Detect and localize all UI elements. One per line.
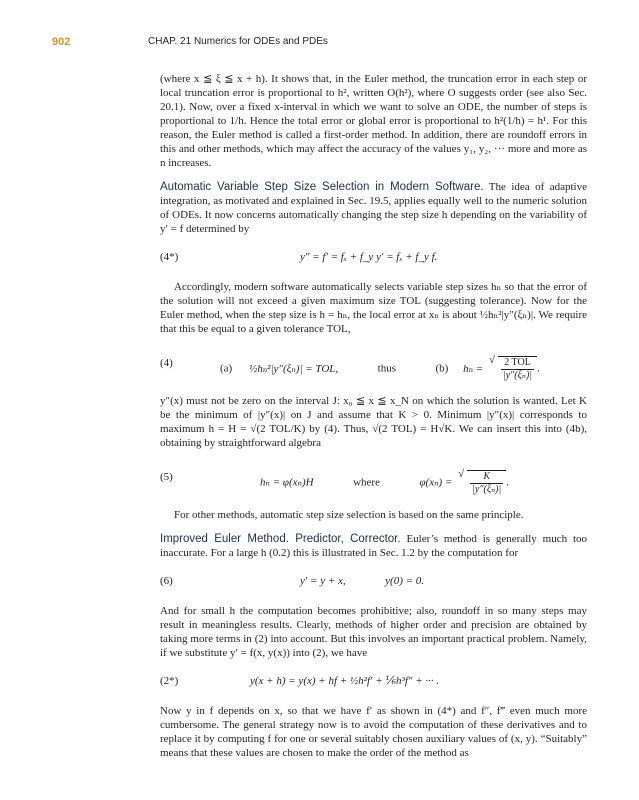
paragraph-minimum: y″(x) must not be zero on the interval J: x₀ ≦ x ≦ x_N on which the solution is wanted. Let K be the minimum of |y″(x)| on J and assume that K > 0. Minimum |y″(x)| corresponds to maximum h = H = √(2 TOL/K) by (4). Thus, √(2 TOL) = H√K. We can insert this into (4b), obtaining by straightforward algebra (160, 395, 587, 449)
equation-part-a-label: (a) (220, 362, 233, 375)
paragraph-tolerance: Accordingly, modern software automatically selects variable step sizes hₙ so that the error of the solution will not exceed a given maximum size TOL (suggesting tolerance). Now for the Euler method, when the step size is h = hₙ, the local error at xₙ is about ½hₙ²|y″(ξₙ)|. We require that this be equal to a given tolerance TOL, (160, 281, 587, 335)
equation-label: (6) (160, 575, 173, 587)
equation-label: (4) (160, 357, 173, 369)
equation-connector: where (353, 476, 380, 489)
equation-part-a: ½hₙ²|y″(ξₙ)| = TOL, (248, 362, 339, 375)
equation-rhs: y(0) = 0. (385, 575, 425, 587)
equation-4star (160, 246, 587, 268)
equation-2star (160, 670, 587, 692)
page-number: 902 (52, 36, 71, 48)
section-intro-improved-euler: Euler’s method is generally much too inaccurate. For a large h (0.2) this is illustrated in Sec. 1.2 by the computation for (160, 533, 587, 559)
equation-body: y(x + h) = y(x) + hf + ½h²f′ + ⅙h³f″ + ··· . (250, 675, 440, 687)
equation-part-b-lhs: hₙ = (463, 362, 484, 375)
section-title-improved-euler: Improved Euler Method. Predictor, Corrector. (160, 533, 401, 545)
section-improved-euler (160, 532, 587, 560)
page-header (0, 36, 639, 56)
equation-lhs: hₙ = φ(xₙ)H (260, 476, 314, 489)
fraction-denominator: |y″(ξₙ)| (502, 370, 533, 381)
fraction-numerator: √ 2 TOL (501, 357, 534, 370)
sqrt-symbol (467, 470, 506, 496)
paragraph-truncation-error: (where x ≦ ξ ≦ x + h). It shows that, in the Euler method, the truncation error in each step or local truncation error is proportional to h², written O(h²), where O suggests order (see also Sec. 20.1). Now, over a fixed x-interval in which we want to solve an ODE, the number of steps is proportional to 1/h. Hence the total error or global error is proportional to h²(1/h) = h¹. For this reason, the Euler method is called a first-order method. In addition, there are roundoff errors in this and other methods, which may affect the accuracy of the values y₁, y₂, ··· more and more as n increases. (160, 73, 587, 169)
running-head: CHAP. 21 Numerics for ODEs and PDEs (148, 36, 328, 47)
fraction-denominator: |y″(ξₙ)| (472, 484, 502, 495)
equation-part-b-label: (b) (435, 362, 449, 375)
equation-label: (2*) (160, 675, 179, 687)
equation-label: (5) (160, 471, 173, 483)
paragraph-higher-order: And for small h the computation becomes prohibitive; also, roundoff in so many steps may result in meaningless results. Clearly, methods of higher order and precision are obtained by taking more terms in (2) into account. But this involves an important practical problem. Namely, if we substitute y′ = f(x, y(x)) into (2), we have (160, 605, 587, 659)
sqrt-symbol (498, 356, 537, 382)
paragraph-other-methods: For other methods, automatic step size selection is based on the same principle. (174, 509, 524, 521)
fraction-numerator: √ K (470, 471, 503, 484)
equation-body: y″ = f′ = fₓ + f_y y′ = fₓ + f_y f. (300, 251, 438, 263)
equation-4: (4) (a) ½hₙ²|y″(ξₙ)| = TOL, thus (b) hₙ = √ $\frac{\text{2 TOL}}{\text{|y″(ξₙ)|}}$ . (160, 346, 587, 382)
equation-label: (4*) (160, 251, 179, 263)
equation-lhs: y′ = y + x, (300, 575, 346, 587)
equation-5: (5) hₙ = φ(xₙ)H where φ(xₙ) = √ $\frac{K}{\text{|y″(ξₙ)|}}$ . (160, 460, 587, 496)
section-step-size (160, 180, 587, 236)
section-intro-step-size: The idea of adaptive integration, as motivated and explained in Sec. 19.5, applies equally well to the numeric solution of ODEs. It now concerns automatically changing the step size h depending on the variability of y′ = f determined by (160, 181, 587, 235)
page-body (160, 72, 587, 760)
paragraph-general-strategy: Now y in f depends on x, so that we have f′ as shown in (4*) and f″, f‴ even much more cumbersome. The general strategy now is to avoid the computation of these derivatives and to replace it by computing f for one or several suitably chosen auxiliary values of (x, y). “Suitably” means that these values are chosen to make the order of the method as (160, 705, 587, 759)
section-title-step-size: Automatic Variable Step Size Selection in Modern Software. (160, 181, 484, 193)
equation-6 (160, 570, 587, 592)
equation-connector: thus (377, 362, 396, 375)
equation-rhs-lhs: φ(xₙ) = (419, 476, 453, 489)
